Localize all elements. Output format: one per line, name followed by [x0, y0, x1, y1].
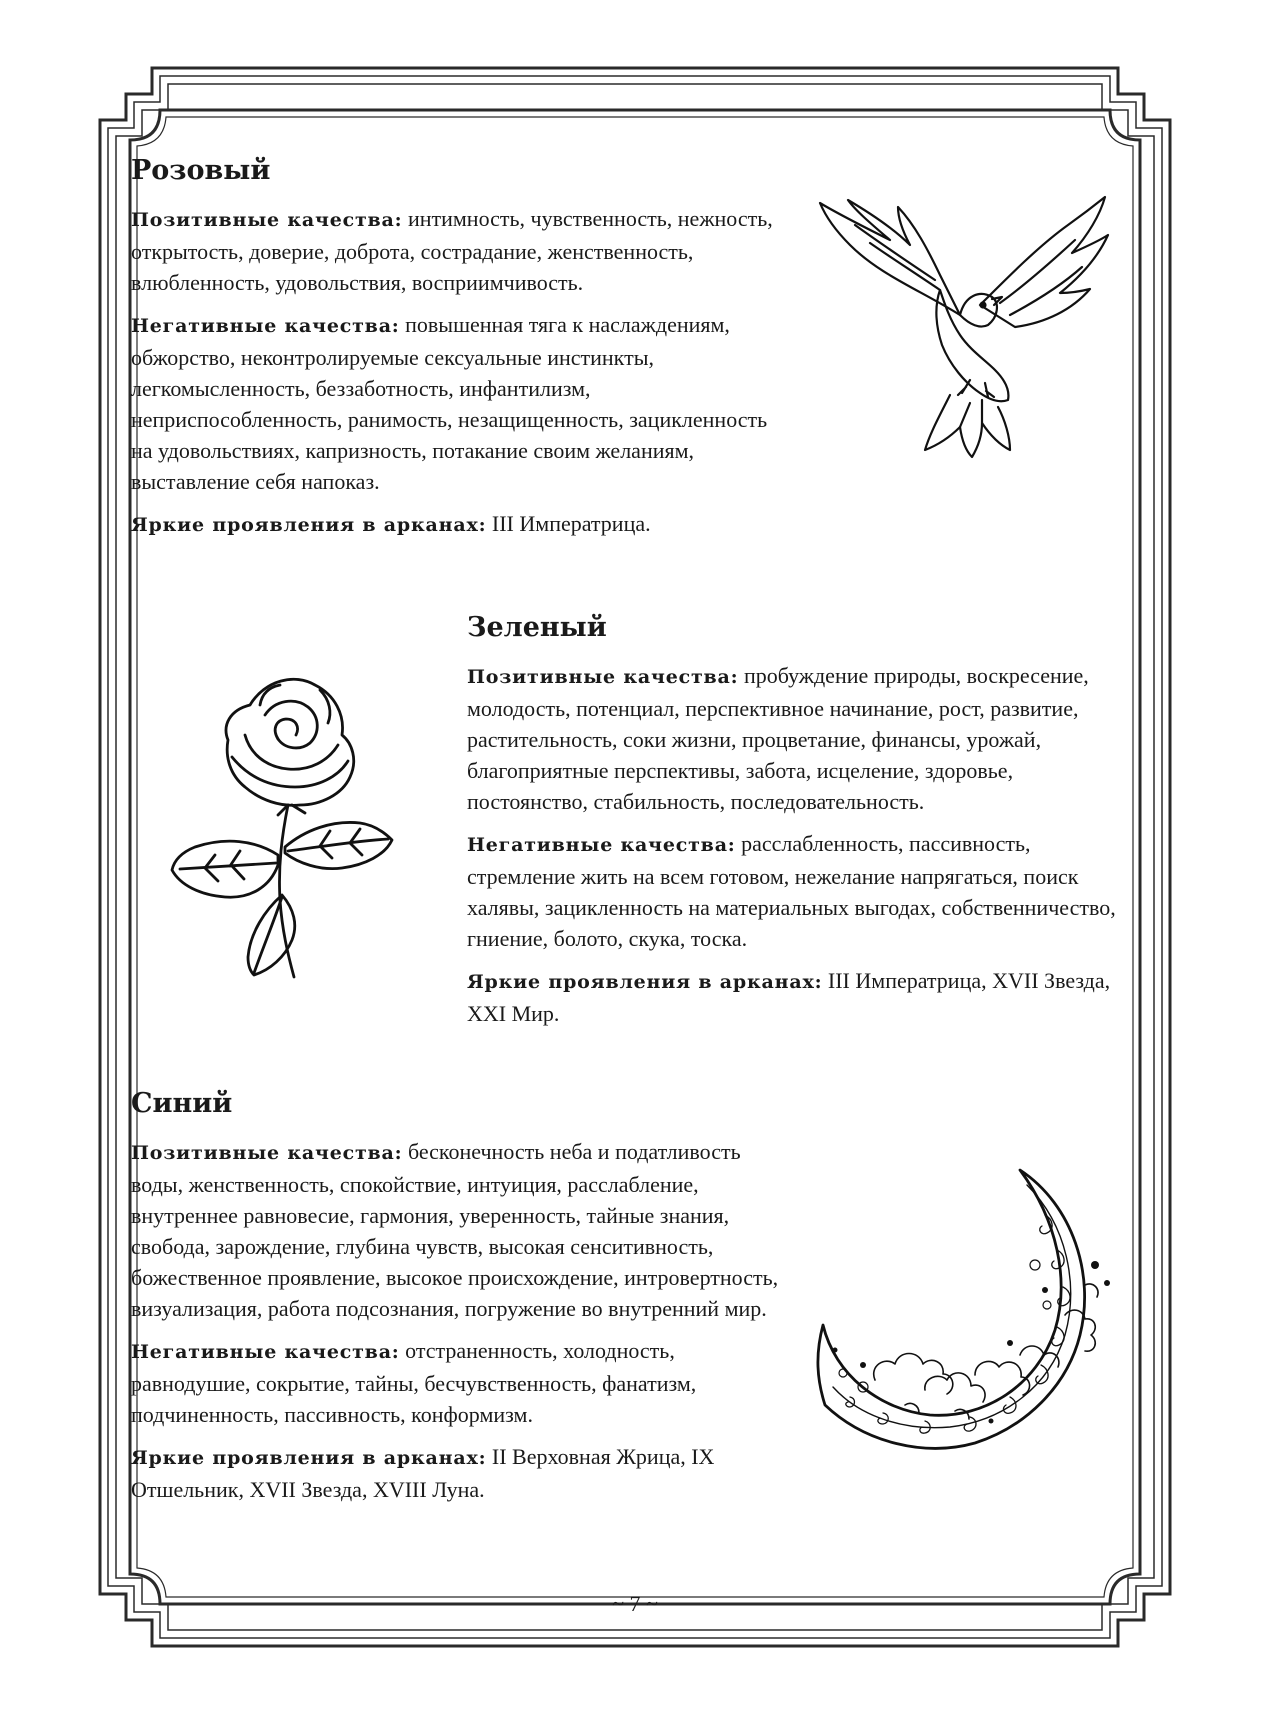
arcana-text: III Императрица. — [491, 511, 651, 537]
positive-label: Позитивные качества: — [467, 666, 739, 689]
negative-text: расслабленность, пассивность, стремление жить на всем готовом, нежелание напрягаться, поиск халявы, зацикленность на материальных выгодах, собственничество, гниение, болото, скука, тоска. — [467, 831, 1116, 952]
section-green — [467, 612, 1127, 1040]
dove-icon — [810, 195, 1110, 460]
section-pink — [131, 155, 781, 552]
arcana-green — [467, 965, 1127, 1029]
arcana-text: II Верховная Жрица, IX Отшельник, XVII Звезда, XVIII Луна. — [131, 1444, 715, 1503]
positive-text: интимность, чувственность, нежность, открытость, доверие, доброта, сострадание, женственность, влюбленность, удовольствия, восприимчивость. — [131, 206, 773, 296]
positive-qualities-green — [467, 660, 1127, 817]
negative-qualities-blue — [131, 1335, 781, 1430]
negative-label: Негативные качества: — [467, 834, 736, 857]
positive-text: пробуждение природы, воскресение, молодость, потенциал, перспективное начинание, рост, развитие, растительность, соки жизни, процветание, финансы, урожай, благоприятные перспективы, забота, исцеление, здоровье, постоянство, стабильность, последовательность. — [467, 663, 1089, 815]
page-number: ~ 7 ~ — [612, 1591, 658, 1616]
negative-qualities-pink — [131, 309, 781, 497]
section-blue — [131, 1088, 781, 1516]
positive-text: бесконечность неба и податливость воды, женственность, спокойствие, интуиция, расслабление, внутреннее равновесие, гармония, уверенность, тайные знания, свобода, зарождение, глубина чувств, высокая сенситивность, божественное проявление, высокое происхождение, интровертность, визуализация, работа подсознания, погружение во внутренний мир. — [131, 1139, 779, 1322]
section-title-pink: Розовый — [131, 155, 271, 186]
arcana-label: Яркие проявления в арканах: — [467, 971, 823, 994]
positive-qualities-pink — [131, 203, 781, 298]
positive-qualities-blue — [131, 1136, 781, 1324]
negative-qualities-green — [467, 828, 1127, 954]
section-title-blue: Синий — [131, 1088, 233, 1119]
negative-text: отстраненность, холодность, равнодушие, сокрытие, тайны, бесчувственность, фанатизм, подчиненность, пассивность, конформизм. — [131, 1338, 697, 1428]
positive-label: Позитивные качества: — [131, 209, 403, 232]
arcana-pink — [131, 508, 781, 541]
arcana-text: III Императрица, XVII Звезда, XXI Мир. — [467, 968, 1111, 1027]
negative-label: Негативные качества: — [131, 1341, 400, 1364]
negative-label: Негативные качества: — [131, 315, 400, 338]
arcana-blue — [131, 1441, 781, 1505]
negative-text: повышенная тяга к наслаждениям, обжорство, неконтролируемые сексуальные инстинкты, легкомысленность, беззаботность, инфантилизм, неприспособленность, ранимость, незащищенность, зацикленность на удовольствиях, капризность, потакание своим желаниям, выставление себя напоказ. — [131, 312, 768, 495]
rose-icon — [170, 665, 400, 985]
positive-label: Позитивные качества: — [131, 1142, 403, 1165]
arcana-label: Яркие проявления в арканах: — [131, 514, 487, 537]
section-title-green: Зеленый — [467, 612, 607, 643]
arcana-label: Яркие проявления в арканах: — [131, 1447, 487, 1470]
crescent-moon-icon — [805, 1165, 1115, 1465]
